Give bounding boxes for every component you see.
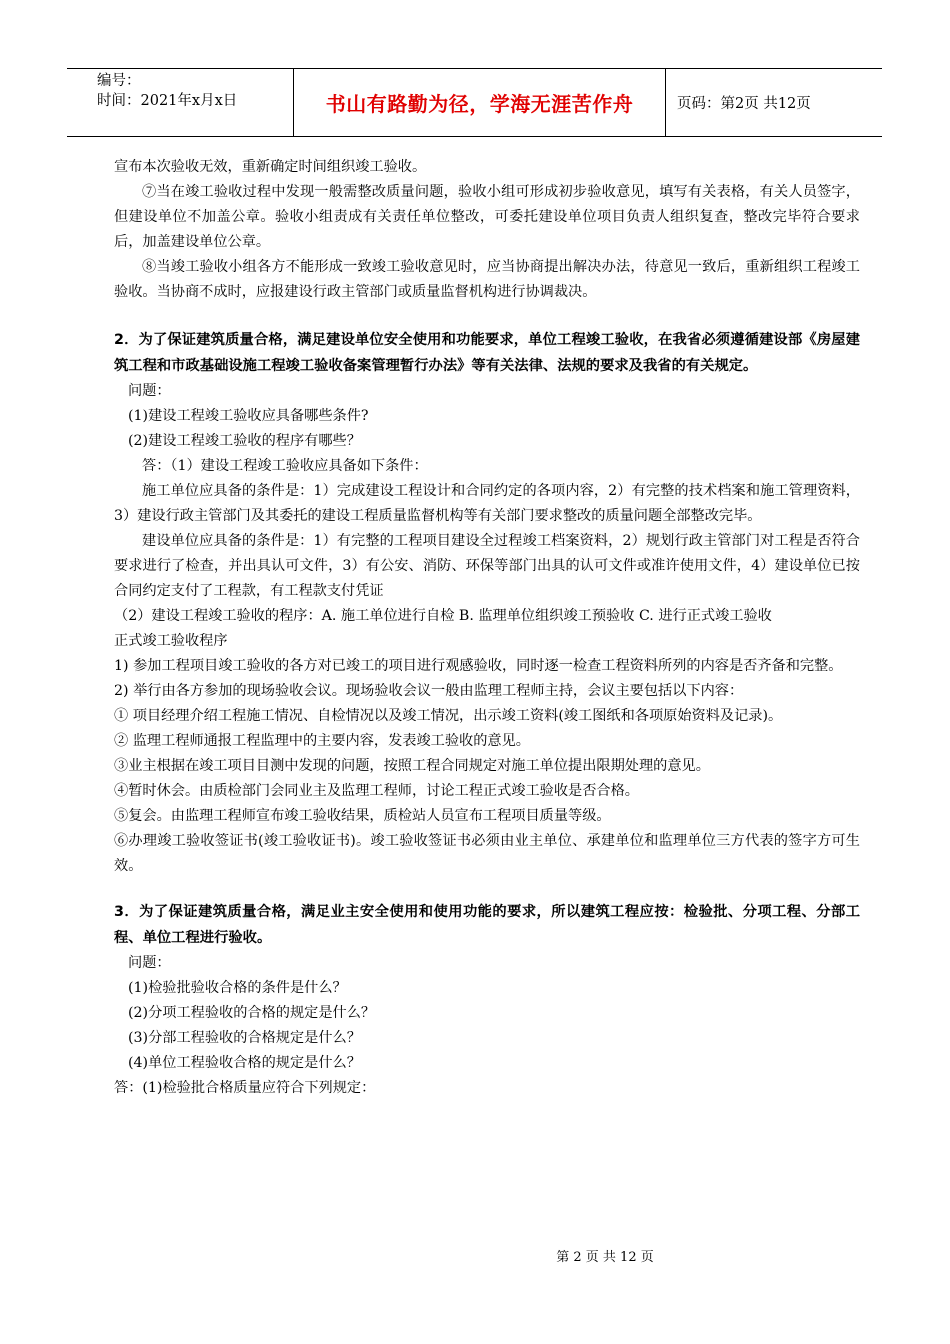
paragraph: 问题： — [128, 383, 171, 399]
document-body — [114, 155, 860, 1101]
answer-intro: 答：（1）建设工程竣工验收应具备如下条件： — [142, 458, 428, 474]
question-item: (1)建设工程竣工验收应具备哪些条件? — [128, 408, 369, 424]
paragraph: 2) 举行由各方参加的现场验收会议。现场验收会议一般由监理工程师主持，会议主要包括以下内容： — [114, 683, 744, 699]
list-item: ③业主根据在竣工项目目测中发现的问题，按照工程合同规定对施工单位提出限期处理的意见。 — [114, 758, 710, 774]
question-item: (4)单位工程验收合格的规定是什么？ — [128, 1055, 361, 1071]
page-footer: 第 2 页 共 12 页 — [556, 1250, 654, 1265]
question-item: (2)分项工程验收的合格的规定是什么？ — [128, 1005, 376, 1021]
document-number-label: 编号： — [97, 73, 141, 89]
paragraph: 问题： — [128, 955, 171, 971]
header-page-label: 页码：第2页 共12页 — [677, 96, 811, 112]
paragraph: 正式竣工验收程序 — [114, 633, 228, 649]
paragraph: 1) 参加工程项目竣工验收的各方对已竣工的项目进行观感验收，同时逐一检查工程资料所列的内容是否齐备和完整。 — [114, 658, 843, 674]
spacer — [114, 879, 860, 899]
paragraph: 施工单位应具备的条件是：1）完成建设工程设计和合同约定的各项内容，2）有完整的技术档案和施工管理资料， 3）建设行政主管部门及其委托的建设工程质量监督机构等有关部门要求整改的质量问题全部整改完毕。 — [114, 483, 860, 524]
header-motto: 书山有路勤为径，学海无涯苦作舟 — [293, 69, 666, 136]
paragraph: ⑦当在竣工验收过程中发现一般需整改质量问题，验收小组可形成初步验收意见，填写有关表格，有关人员签字，但建设单位不加盖公章。验收小组责成有关责任单位整改，可委托建设单位项目负责人组织复查，整改完毕符合要求后，加盖建设单位公章。 — [114, 184, 860, 250]
section-heading: 2．为了保证建筑质量合格，满足建设单位安全使用和功能要求，单位工程竣工验收，在我省必须遵循建设部《房屋建筑工程和市政基础设施工程竣工验收备案管理暂行办法》等有关法律、法规的要求及我省的有关规定。 — [114, 332, 860, 374]
list-item: ② 监理工程师通报工程监理中的主要内容，发表竣工验收的意见。 — [114, 733, 530, 749]
list-item: ⑥办理竣工验收签证书(竣工验收证书)。竣工验收签证书必须由业主单位、承建单位和监理单位三方代表的签字方可生效。 — [114, 833, 860, 874]
spacer — [114, 305, 860, 327]
question-item: (3)分部工程验收的合格规定是什么？ — [128, 1030, 361, 1046]
question-item: (1)检验批验收合格的条件是什么？ — [128, 980, 347, 996]
question-item: (2)建设工程竣工验收的程序有哪些？ — [128, 433, 361, 449]
page-header — [67, 68, 882, 137]
paragraph: ⑧当竣工验收小组各方不能形成一致竣工验收意见时，应当协商提出解决办法，待意见一致后，重新组织工程竣工验收。当协商不成时，应报建设行政主管部门或质量监督机构进行协调裁决。 — [114, 259, 860, 300]
answer-intro: 答：(1)检验批合格质量应符合下列规定： — [114, 1080, 376, 1096]
paragraph: 宣布本次验收无效，重新确定时间组织竣工验收。 — [114, 159, 427, 175]
paragraph: （2）建设工程竣工验收的程序：A. 施工单位进行自检 B. 监理单位组织竣工预验收 C. 进行正式竣工验收 — [114, 608, 772, 624]
list-item: ① 项目经理介绍工程施工情况、自检情况以及竣工情况，出示竣工资料(竣工图纸和各项原始资料及记录)。 — [114, 708, 783, 724]
document-time-label: 时间：2021年x月x日 — [97, 93, 238, 109]
section-heading: 3．为了保证建筑质量合格，满足业主安全使用和使用功能的要求，所以建筑工程应按：检验批、分项工程、分部工程、单位工程进行验收。 — [114, 904, 860, 946]
list-item: ④暂时休会。由质检部门会同业主及监理工程师，讨论工程正式竣工验收是否合格。 — [114, 783, 639, 799]
header-info — [97, 69, 292, 138]
paragraph: 建设单位应具备的条件是：1）有完整的工程项目建设全过程竣工档案资料，2）规划行政主管部门对工程是否符合要求进行了检查，并出具认可文件，3）有公安、消防、环保等部门出具的认可文件或准许使用文件，4）建设单位已按合同约定支付了工程款，有工程款支付凭证 — [114, 533, 860, 599]
list-item: ⑤复会。由监理工程师宣布竣工验收结果，质检站人员宣布工程项目质量等级。 — [114, 808, 611, 824]
